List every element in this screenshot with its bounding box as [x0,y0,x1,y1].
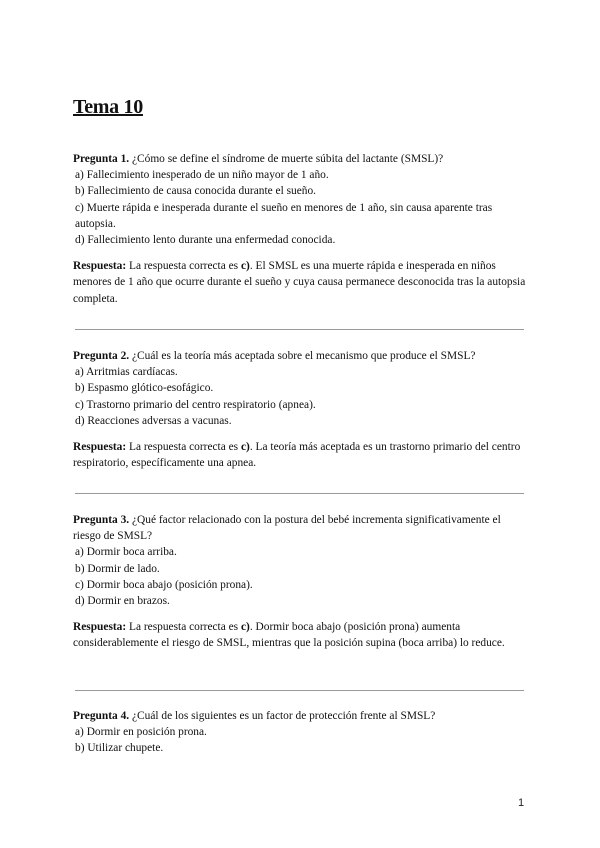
page-number: 1 [518,797,525,809]
option-d: d) Dormir en brazos. [75,595,170,608]
separator-line [75,493,524,494]
option-c: c) Muerte rápida e inesperada durante el sueño en menores de 1 año, sin causa aparente tras autopsia. [75,201,493,230]
question-label: Pregunta 2. [73,350,130,362]
answer-key: c) [240,260,250,273]
option-a: a) Fallecimiento inesperado de un niño mayor de 1 año. [75,169,329,182]
question-text: Pregunta 4. ¿Cuál de los siguientes es un factor de protección frente al SMSL? [73,710,436,722]
separator-line [75,690,524,691]
option-b: b) Fallecimiento de causa conocida durante el sueño. [75,185,317,198]
question-label: Pregunta 4. [73,710,130,722]
option-d: d) Fallecimiento lento durante una enfermedad conocida. [75,234,336,247]
option-c: c) Dormir boca abajo (posición prona). [75,578,253,591]
option-d: d) Reacciones adversas a vacunas. [75,414,232,427]
answer-label: Respuesta: [73,441,127,454]
question-text: Pregunta 1. ¿Cómo se define el síndrome de muerte súbita del lactante (SMSL)? [73,153,444,165]
page-title: Tema 10 [73,96,143,118]
option-b: b) Utilizar chupete. [75,742,164,755]
option-a: a) Dormir boca arriba. [75,546,177,559]
question-text: Pregunta 2. ¿Cuál es la teoría más aceptada sobre el mecanismo que produce el SMSL? [73,350,476,362]
answer-key: c) [240,441,250,454]
option-c: c) Trastorno primario del centro respiratorio (apnea). [75,398,316,411]
option-b: b) Espasmo glótico-esofágico. [75,382,214,395]
question-block-3 [73,512,528,652]
option-a: a) Dormir en posición prona. [75,726,207,739]
question-block-2 [73,348,528,471]
question-block-4 [73,708,528,757]
answer-text: Respuesta: La respuesta correcta es c). El SMSL es una muerte rápida e inesperada en niños menores de 1 año que ocurre durante el sueño y cuya causa permanece desconocida tras la autopsia completa. [73,260,526,305]
option-a: a) Arritmias cardíacas. [75,366,178,379]
question-block-1 [73,151,528,307]
answer-key: c) [240,621,250,634]
question-label: Pregunta 1. [73,153,130,165]
answer-text: Respuesta: La respuesta correcta es c). La teoría más aceptada es un trastorno primario del centro respiratorio, específicamente una apnea. [73,441,521,470]
question-text: Pregunta 3. ¿Qué factor relacionado con la postura del bebé incrementa significativamente el riesgo de SMSL? [73,514,501,543]
separator-line [75,329,524,330]
question-label: Pregunta 3. [73,514,130,526]
answer-label: Respuesta: [73,260,127,273]
answer-text: Respuesta: La respuesta correcta es c). Dormir boca abajo (posición prona) aumenta considerablemente el riesgo de SMSL, mientras que la posición supina (boca arriba) lo reduce. [73,621,505,650]
answer-label: Respuesta: [73,621,127,634]
option-b: b) Dormir de lado. [75,562,160,575]
